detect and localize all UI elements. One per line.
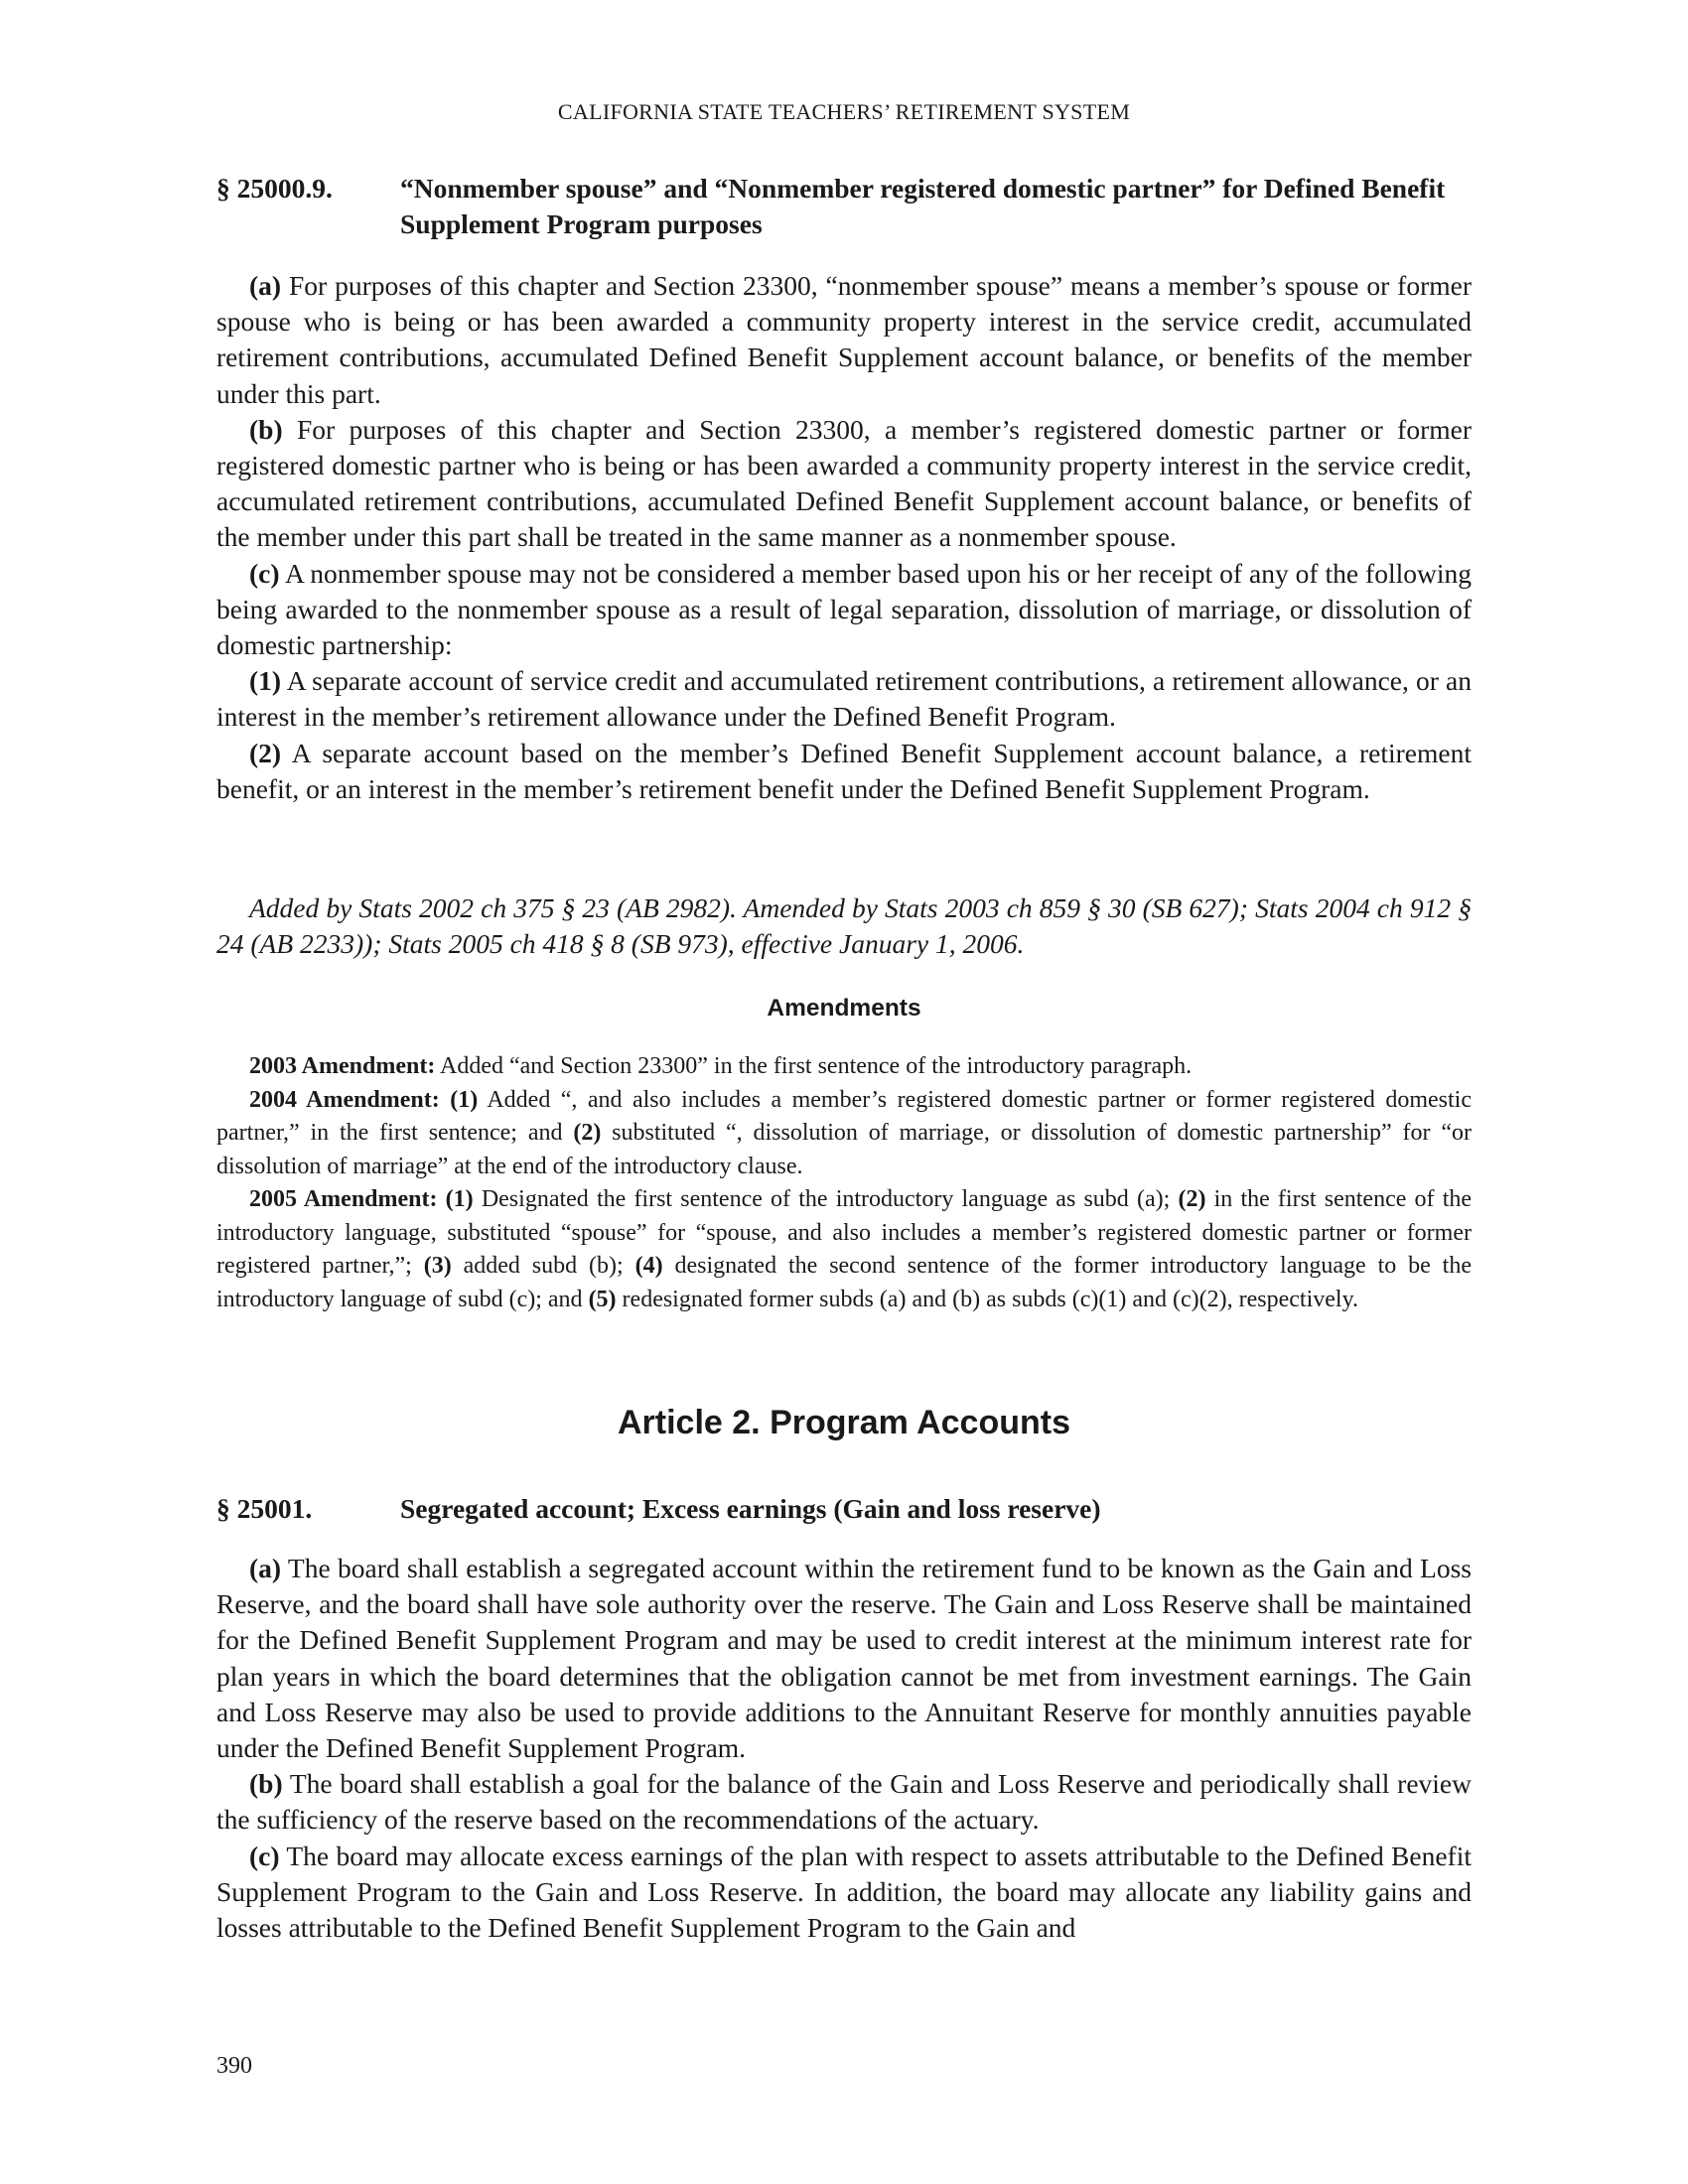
amendments-heading: Amendments — [767, 995, 921, 1022]
section-number: § 25000.9. — [216, 173, 333, 204]
history-note — [216, 890, 1472, 962]
amendments-heading-wrap — [216, 995, 1472, 1023]
amendment-2005: 2005 Amendment: (1) Designated the first sentence of the introductory language as subd (a); (2) in the first sentence of the introductory language, substituted “spouse” for “spouse, and also includes a member’s registered domestic partner or former registered partner,”; (3) added subd (b); (4) designated the second sentence of the former introductory language to be the introductory language of subd (c); and (5) redesignated former subds (a) and (b) as subds (c)(1) and (c)(2), respectively. — [216, 1186, 1473, 1312]
section-title: Segregated account; Excess earnings (Gain and loss reserve) — [400, 1493, 1101, 1524]
subdivision-c2: (2) A separate account based on the member’s Defined Benefit Supplement account balance, a retirement benefit, or an interest in the member’s retirement benefit under the Defined Benefit Supplement Program. — [216, 737, 1472, 804]
page-number: 390 — [216, 2053, 252, 2079]
article-heading: Article 2. Program Accounts — [618, 1404, 1070, 1441]
section-heading — [216, 171, 1472, 242]
section-number: § 25001. — [216, 1493, 313, 1524]
amendment-2004: 2004 Amendment: (1) Added “, and also includes a member’s registered domestic partner or former registered domestic partner,” in the first sentence; and (2) substituted “, dissolution of marriage, or dissolution of domestic partnership” for “or dissolution of marriage” at the end of the introductory clause. — [216, 1086, 1473, 1179]
section-25000-9-body — [216, 268, 1472, 807]
section-25000-9 — [216, 171, 1472, 242]
section-title: “Nonmember spouse” and “Nonmember registered domestic partner” for Defined Benefit Supplement Program purposes — [400, 173, 1446, 239]
running-head: CALIFORNIA STATE TEACHERS’ RETIREMENT SYSTEM — [557, 99, 1131, 124]
subdivision-c: (c) A nonmember spouse may not be considered a member based upon his or her receipt of any of the following being awarded to the nonmember spouse as a result of legal separation, dissolution of marriage, or dissolution of domestic partnership: — [216, 557, 1472, 661]
subdivision-b: (b) The board shall establish a goal for the balance of the Gain and Loss Reserve and periodically shall review the sufficiency of the reserve based on the recommendations of the actuary. — [216, 1768, 1472, 1836]
amendment-2003: 2003 Amendment: Added “and Section 23300” in the first sentence of the introductory paragraph. — [249, 1053, 1193, 1079]
history-text: Added by Stats 2002 ch 375 § 23 (AB 2982). Amended by Stats 2003 ch 859 § 30 (SB 627); Stats 2004 ch 912 § 24 (AB 2233)); Stats 2005 ch 418 § 8 (SB 973), effective January 1, 2006. — [216, 892, 1472, 960]
subdivision-a: (a) For purposes of this chapter and Section 23300, “nonmember spouse” means a member’s spouse or former spouse who is being or has been awarded a community property interest in the service credit, accumulated retirement contributions, accumulated Defined Benefit Supplement account balance, or benefits of the member under this part. — [216, 270, 1472, 409]
section-25001 — [216, 1491, 1472, 1527]
section-25001-body — [216, 1551, 1472, 1946]
subdivision-a: (a) The board shall establish a segregated account within the retirement fund to be known as the Gain and Loss Reserve, and the board shall have sole authority over the reserve. The Gain and Loss Reserve shall be maintained for the Defined Benefit Supplement Program and may be used to credit interest at the minimum interest rate for plan years in which the board determines that the obligation cannot be met from investment earnings. The Gain and Loss Reserve may also be used to provide additions to the Annuitant Reserve for monthly annuities payable under the Defined Benefit Supplement Program. — [216, 1553, 1472, 1764]
subdivision-c1: (1) A separate account of service credit and accumulated retirement contributions, a retirement allowance, or an interest in the member’s retirement allowance under the Defined Benefit Program. — [216, 665, 1472, 733]
subdivision-b: (b) For purposes of this chapter and Section 23300, a member’s registered domestic partner or former registered domestic partner who is being or has been awarded a community property interest in the service credit, accumulated retirement contributions, accumulated Defined Benefit Supplement account balance, or benefits of the member under this part shall be treated in the same manner as a nonmember spouse. — [216, 413, 1472, 553]
subdivision-c: (c) The board may allocate excess earnings of the plan with respect to assets attributable to the Defined Benefit Supplement Program to the Gain and Loss Reserve. In addition, the board may allocate any liability gains and losses attributable to the Defined Benefit Supplement Program to the Gain and — [216, 1840, 1472, 1944]
section-heading — [216, 1491, 1472, 1527]
amendments-notes — [216, 1050, 1472, 1316]
